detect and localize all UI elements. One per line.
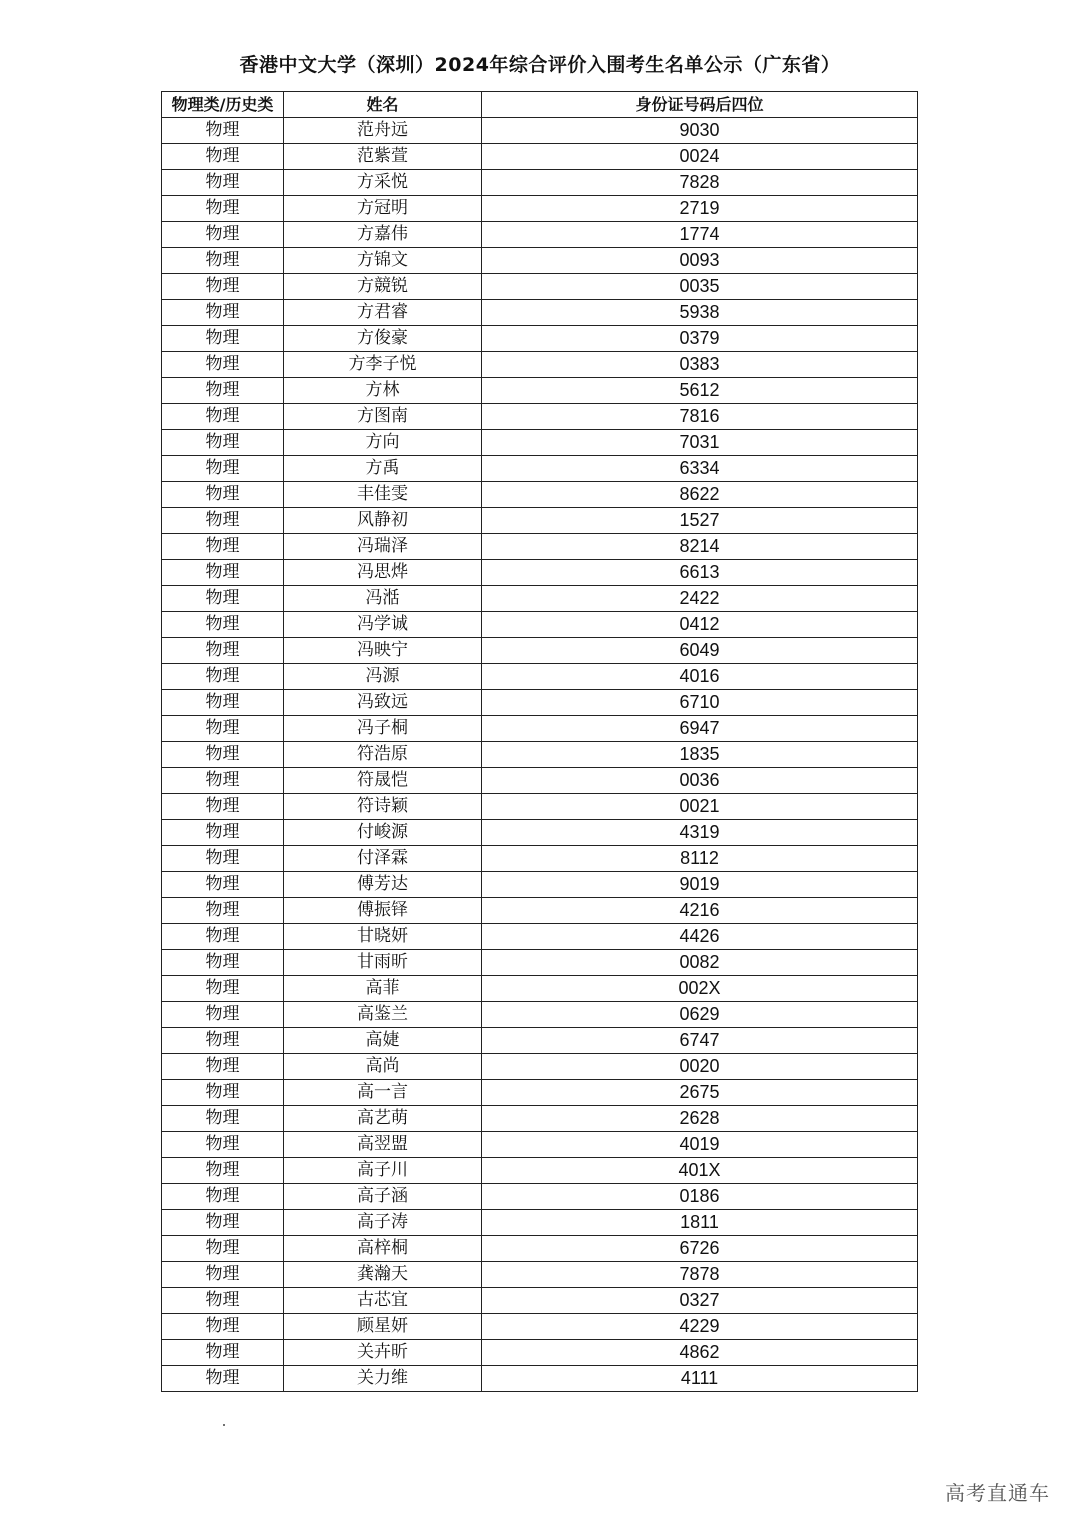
- cell-name: 关卉昕: [284, 1340, 482, 1366]
- cell-id-last4: 6334: [482, 456, 918, 482]
- cell-name: 冯子桐: [284, 716, 482, 742]
- cell-subject-track: 物理: [162, 872, 284, 898]
- table-row: [162, 820, 918, 846]
- cell-id-last4: 6726: [482, 1236, 918, 1262]
- cell-name: 高梓桐: [284, 1236, 482, 1262]
- table-header-row: [162, 92, 918, 118]
- table-row: [162, 144, 918, 170]
- table-row: [162, 404, 918, 430]
- cell-subject-track: 物理: [162, 144, 284, 170]
- cell-id-last4: 0021: [482, 794, 918, 820]
- cell-id-last4: 4216: [482, 898, 918, 924]
- cell-id-last4: 0035: [482, 274, 918, 300]
- cell-subject-track: 物理: [162, 638, 284, 664]
- table-row: [162, 1158, 918, 1184]
- table-row: [162, 638, 918, 664]
- cell-subject-track: 物理: [162, 300, 284, 326]
- watermark-text: 高考直通车: [945, 1481, 1050, 1505]
- cell-id-last4: 0186: [482, 1184, 918, 1210]
- cell-subject-track: 物理: [162, 1080, 284, 1106]
- cell-subject-track: 物理: [162, 924, 284, 950]
- table-row: [162, 456, 918, 482]
- cell-subject-track: 物理: [162, 612, 284, 638]
- cell-id-last4: 6613: [482, 560, 918, 586]
- cell-name: 高尚: [284, 1054, 482, 1080]
- table-row: [162, 768, 918, 794]
- cell-id-last4: 401X: [482, 1158, 918, 1184]
- column-header-name: 姓名: [284, 92, 482, 118]
- table-row: [162, 612, 918, 638]
- table-row: [162, 898, 918, 924]
- cell-subject-track: 物理: [162, 742, 284, 768]
- cell-subject-track: 物理: [162, 508, 284, 534]
- cell-id-last4: 9030: [482, 118, 918, 144]
- cell-name: 付泽霖: [284, 846, 482, 872]
- table-row: [162, 300, 918, 326]
- table-row: [162, 924, 918, 950]
- table-row: [162, 196, 918, 222]
- table-row: [162, 326, 918, 352]
- cell-id-last4: 6747: [482, 1028, 918, 1054]
- cell-subject-track: 物理: [162, 820, 284, 846]
- cell-id-last4: 0379: [482, 326, 918, 352]
- table-row: [162, 430, 918, 456]
- cell-name: 高子涛: [284, 1210, 482, 1236]
- cell-subject-track: 物理: [162, 222, 284, 248]
- cell-name: 冯湉: [284, 586, 482, 612]
- cell-name: 付峻源: [284, 820, 482, 846]
- cell-subject-track: 物理: [162, 1210, 284, 1236]
- cell-id-last4: 0383: [482, 352, 918, 378]
- cell-subject-track: 物理: [162, 1106, 284, 1132]
- table-row: [162, 560, 918, 586]
- cell-name: 方采悦: [284, 170, 482, 196]
- cell-name: 方競锐: [284, 274, 482, 300]
- cell-name: 方林: [284, 378, 482, 404]
- table-row: [162, 1028, 918, 1054]
- cell-name: 冯映宁: [284, 638, 482, 664]
- cell-name: 高子川: [284, 1158, 482, 1184]
- cell-name: 丰佳雯: [284, 482, 482, 508]
- cell-name: 范紫萱: [284, 144, 482, 170]
- cell-id-last4: 7816: [482, 404, 918, 430]
- cell-name: 高菲: [284, 976, 482, 1002]
- cell-id-last4: 4229: [482, 1314, 918, 1340]
- cell-name: 方锦文: [284, 248, 482, 274]
- cell-id-last4: 1774: [482, 222, 918, 248]
- cell-name: 范舟远: [284, 118, 482, 144]
- cell-id-last4: 7878: [482, 1262, 918, 1288]
- cell-name: 方李子悦: [284, 352, 482, 378]
- cell-name: 傅芳达: [284, 872, 482, 898]
- cell-id-last4: 0412: [482, 612, 918, 638]
- cell-id-last4: 2675: [482, 1080, 918, 1106]
- table-row: [162, 794, 918, 820]
- cell-id-last4: 4426: [482, 924, 918, 950]
- cell-id-last4: 2422: [482, 586, 918, 612]
- cell-id-last4: 0629: [482, 1002, 918, 1028]
- cell-subject-track: 物理: [162, 1002, 284, 1028]
- cell-id-last4: 7031: [482, 430, 918, 456]
- table-row: [162, 248, 918, 274]
- cell-id-last4: 1835: [482, 742, 918, 768]
- cell-name: 方冠明: [284, 196, 482, 222]
- table-row: [162, 846, 918, 872]
- cell-subject-track: 物理: [162, 1366, 284, 1392]
- table-row: [162, 1054, 918, 1080]
- table-row: [162, 274, 918, 300]
- table-row: [162, 222, 918, 248]
- cell-subject-track: 物理: [162, 1236, 284, 1262]
- cell-id-last4: 8214: [482, 534, 918, 560]
- cell-id-last4: 8112: [482, 846, 918, 872]
- cell-name: 冯学诚: [284, 612, 482, 638]
- cell-name: 甘晓妍: [284, 924, 482, 950]
- candidate-table: [161, 91, 918, 1392]
- cell-id-last4: 4862: [482, 1340, 918, 1366]
- cell-subject-track: 物理: [162, 898, 284, 924]
- table-row: [162, 976, 918, 1002]
- table-row: [162, 716, 918, 742]
- cell-id-last4: 7828: [482, 170, 918, 196]
- cell-subject-track: 物理: [162, 430, 284, 456]
- cell-name: 方图南: [284, 404, 482, 430]
- cell-subject-track: 物理: [162, 248, 284, 274]
- table-row: [162, 1080, 918, 1106]
- cell-name: 方向: [284, 430, 482, 456]
- cell-name: 符诗颖: [284, 794, 482, 820]
- cell-name: 高一言: [284, 1080, 482, 1106]
- cell-subject-track: 物理: [162, 274, 284, 300]
- cell-name: 高子涵: [284, 1184, 482, 1210]
- table-row: [162, 482, 918, 508]
- column-header-id-last4: 身份证号码后四位: [482, 92, 918, 118]
- table-row: [162, 352, 918, 378]
- cell-subject-track: 物理: [162, 404, 284, 430]
- cell-subject-track: 物理: [162, 950, 284, 976]
- cell-name: 古芯宜: [284, 1288, 482, 1314]
- table-row: [162, 1288, 918, 1314]
- table-row: [162, 1184, 918, 1210]
- cell-id-last4: 2628: [482, 1106, 918, 1132]
- cell-subject-track: 物理: [162, 170, 284, 196]
- cell-name: 高鉴兰: [284, 1002, 482, 1028]
- table-row: [162, 1366, 918, 1392]
- cell-subject-track: 物理: [162, 1314, 284, 1340]
- table-row: [162, 170, 918, 196]
- table-row: [162, 118, 918, 144]
- table-row: [162, 1314, 918, 1340]
- cell-name: 高翌盟: [284, 1132, 482, 1158]
- table-row: [162, 742, 918, 768]
- cell-name: 方君睿: [284, 300, 482, 326]
- cell-subject-track: 物理: [162, 1158, 284, 1184]
- cell-subject-track: 物理: [162, 664, 284, 690]
- cell-id-last4: 0327: [482, 1288, 918, 1314]
- table-row: [162, 1210, 918, 1236]
- cell-name: 顾星妍: [284, 1314, 482, 1340]
- cell-id-last4: 6710: [482, 690, 918, 716]
- cell-name: 方禹: [284, 456, 482, 482]
- cell-subject-track: 物理: [162, 768, 284, 794]
- cell-name: 冯致远: [284, 690, 482, 716]
- cell-subject-track: 物理: [162, 976, 284, 1002]
- table-body: [162, 118, 918, 1392]
- table-row: [162, 378, 918, 404]
- cell-subject-track: 物理: [162, 326, 284, 352]
- cell-id-last4: 0093: [482, 248, 918, 274]
- table-row: [162, 1262, 918, 1288]
- cell-subject-track: 物理: [162, 378, 284, 404]
- table-row: [162, 1106, 918, 1132]
- cell-name: 冯瑞泽: [284, 534, 482, 560]
- cell-subject-track: 物理: [162, 1054, 284, 1080]
- column-header-subject-track: 物理类/历史类: [162, 92, 284, 118]
- cell-subject-track: 物理: [162, 482, 284, 508]
- cell-subject-track: 物理: [162, 352, 284, 378]
- cell-subject-track: 物理: [162, 1184, 284, 1210]
- cell-id-last4: 0024: [482, 144, 918, 170]
- cell-subject-track: 物理: [162, 586, 284, 612]
- cell-subject-track: 物理: [162, 196, 284, 222]
- table-row: [162, 1132, 918, 1158]
- cell-id-last4: 9019: [482, 872, 918, 898]
- table-row: [162, 1236, 918, 1262]
- cell-subject-track: 物理: [162, 1028, 284, 1054]
- cell-id-last4: 2719: [482, 196, 918, 222]
- cell-subject-track: 物理: [162, 846, 284, 872]
- cell-id-last4: 4319: [482, 820, 918, 846]
- cell-subject-track: 物理: [162, 1262, 284, 1288]
- cell-id-last4: 0020: [482, 1054, 918, 1080]
- table-row: [162, 1340, 918, 1366]
- cell-name: 高婕: [284, 1028, 482, 1054]
- cell-name: 高艺萌: [284, 1106, 482, 1132]
- cell-id-last4: 4019: [482, 1132, 918, 1158]
- cell-name: 冯源: [284, 664, 482, 690]
- cell-name: 风静初: [284, 508, 482, 534]
- cell-id-last4: 4016: [482, 664, 918, 690]
- cell-id-last4: 5938: [482, 300, 918, 326]
- cell-subject-track: 物理: [162, 1340, 284, 1366]
- cell-subject-track: 物理: [162, 534, 284, 560]
- cell-id-last4: 0082: [482, 950, 918, 976]
- cell-subject-track: 物理: [162, 716, 284, 742]
- cell-id-last4: 4111: [482, 1366, 918, 1392]
- cell-name: 龚瀚天: [284, 1262, 482, 1288]
- cell-name: 符晟恺: [284, 768, 482, 794]
- table-row: [162, 872, 918, 898]
- cell-subject-track: 物理: [162, 456, 284, 482]
- cell-id-last4: 0036: [482, 768, 918, 794]
- cell-subject-track: 物理: [162, 1288, 284, 1314]
- page-title: 香港中文大学（深圳）2024年综合评价入围考生名单公示（广东省）: [239, 54, 841, 76]
- cell-subject-track: 物理: [162, 118, 284, 144]
- cell-id-last4: 1811: [482, 1210, 918, 1236]
- table-row: [162, 664, 918, 690]
- table-row: [162, 586, 918, 612]
- cell-name: 关力维: [284, 1366, 482, 1392]
- cell-id-last4: 6049: [482, 638, 918, 664]
- cell-id-last4: 8622: [482, 482, 918, 508]
- cell-id-last4: 1527: [482, 508, 918, 534]
- cell-id-last4: 002X: [482, 976, 918, 1002]
- cell-subject-track: 物理: [162, 560, 284, 586]
- table-row: [162, 690, 918, 716]
- cell-name: 冯思烨: [284, 560, 482, 586]
- table-row: [162, 534, 918, 560]
- cell-id-last4: 6947: [482, 716, 918, 742]
- cell-name: 符浩原: [284, 742, 482, 768]
- table-row: [162, 508, 918, 534]
- cell-name: 方嘉伟: [284, 222, 482, 248]
- cell-name: 方俊豪: [284, 326, 482, 352]
- cell-id-last4: 5612: [482, 378, 918, 404]
- cell-name: 甘雨昕: [284, 950, 482, 976]
- scan-speck: [223, 1424, 225, 1426]
- table-row: [162, 950, 918, 976]
- cell-name: 傅振铎: [284, 898, 482, 924]
- cell-subject-track: 物理: [162, 1132, 284, 1158]
- table-row: [162, 1002, 918, 1028]
- cell-subject-track: 物理: [162, 690, 284, 716]
- cell-subject-track: 物理: [162, 794, 284, 820]
